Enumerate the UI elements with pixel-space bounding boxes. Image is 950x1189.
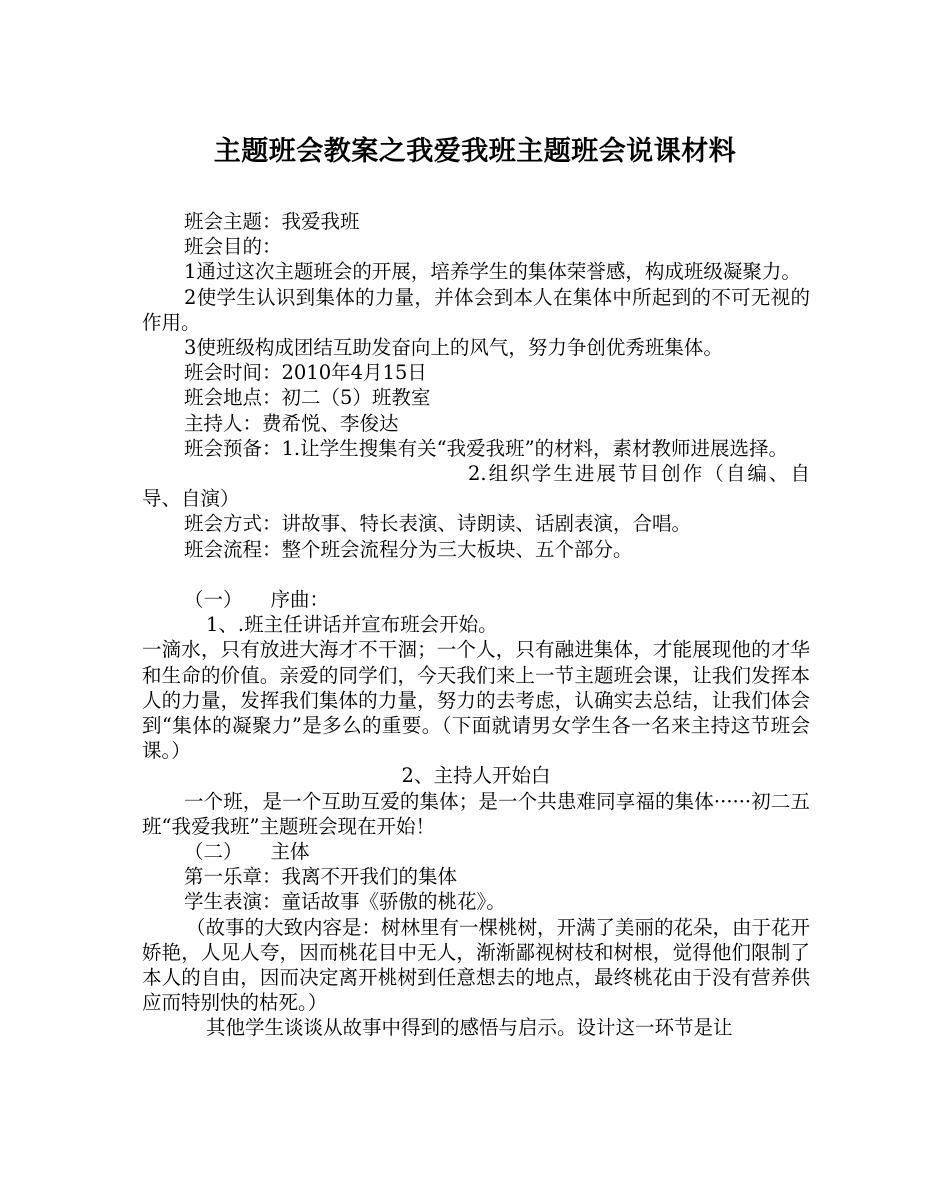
- paragraph-story: （故事的大致内容是：树林里有一棵桃树，开满了美丽的花朵，由于花开娇艳，人见人夸，因而桃花目中无人，渐渐鄙视树枝和树根，觉得他们限制了本人的自由，因而决定离开桃树到任意想去的地点，最终桃花由于没有营养供应而特别快的枯死。）: [142, 915, 811, 1015]
- paragraph-time: 班会时间：2010年4月15日: [184, 361, 427, 385]
- paragraph-purpose-2: 2使学生认识到集体的力量，并体会到本人在集体中所起到的不可无视的作用。: [142, 285, 810, 334]
- paragraph-purpose-1: 1通过这次主题班会的开展，培养学生的集体荣誉感，构成班级凝聚力。: [184, 260, 801, 284]
- paragraph-prep-2: 2.组织学生进展节目创作（自编、自导、自演）: [142, 462, 810, 511]
- paragraph-purpose-3: 3使班级构成团结互助发奋向上的风气，努力争创优秀班集体。: [184, 336, 723, 360]
- section-heading-2: [142, 839, 810, 864]
- paragraph-prep-1: 班会预备：1.让学生搜集有关“我爱我班”的材料，素材教师进展选择。: [184, 436, 789, 460]
- paragraph-chapter-1: 第一乐章：我离不开我们的集体: [184, 865, 458, 889]
- section-number-2: （二）: [184, 840, 243, 864]
- paragraph-item-2: 2、主持人开始白: [401, 764, 551, 788]
- paragraph-item-1: 1、.班主任讲话并宣布班会开始。: [206, 613, 498, 637]
- paragraph-performance: 学生表演：童话故事《骄傲的桃花》。: [184, 890, 506, 914]
- section-title-2: 主体: [270, 840, 310, 864]
- paragraph-host: 主持人：费希悦、李俊达: [184, 411, 399, 435]
- blank-line: [142, 562, 810, 587]
- paragraph-host-opening: 一个班，是一个互助互爱的集体；是一个共患难同享福的集体······初二五班“我爱我班”主题班会现在开始！: [142, 789, 810, 838]
- section-heading-1: [142, 587, 810, 612]
- paragraph-theme: 班会主题：我爱我班: [184, 210, 360, 233]
- paragraph-intro: 一滴水，只有放进大海才不干涸；一个人，只有融进集体，才能展现他的才华和生命的价值。亲爱的同学们，今天我们来上一节主题班会课，让我们发挥本人的力量，发挥我们集体的力量，努力的去考虑，认确实去总结，让我们体会到“集体的凝聚力”是多么的重要。（下面就请男女学生各一名来主持这节班会课。）: [142, 638, 810, 763]
- paragraph-purpose-label: 班会目的：: [184, 235, 282, 259]
- section-number-1: （一）: [184, 588, 243, 612]
- paragraph-discussion: 其他学生谈谈从故事中得到的感悟与启示。设计这一环节是让: [206, 1016, 733, 1040]
- paragraph-method: 班会方式：讲故事、特长表演、诗朗读、话剧表演，合唱。: [184, 512, 692, 536]
- section-title-1: 序曲：: [270, 588, 330, 612]
- paragraph-place: 班会地点：初二（5）班教室: [184, 386, 431, 410]
- paragraph-flow: 班会流程：整个班会流程分为三大板块、五个部分。: [184, 537, 633, 561]
- document-title: 主题班会教案之我爱我班主题班会说课材料: [213, 136, 737, 167]
- document-body: [142, 209, 810, 1041]
